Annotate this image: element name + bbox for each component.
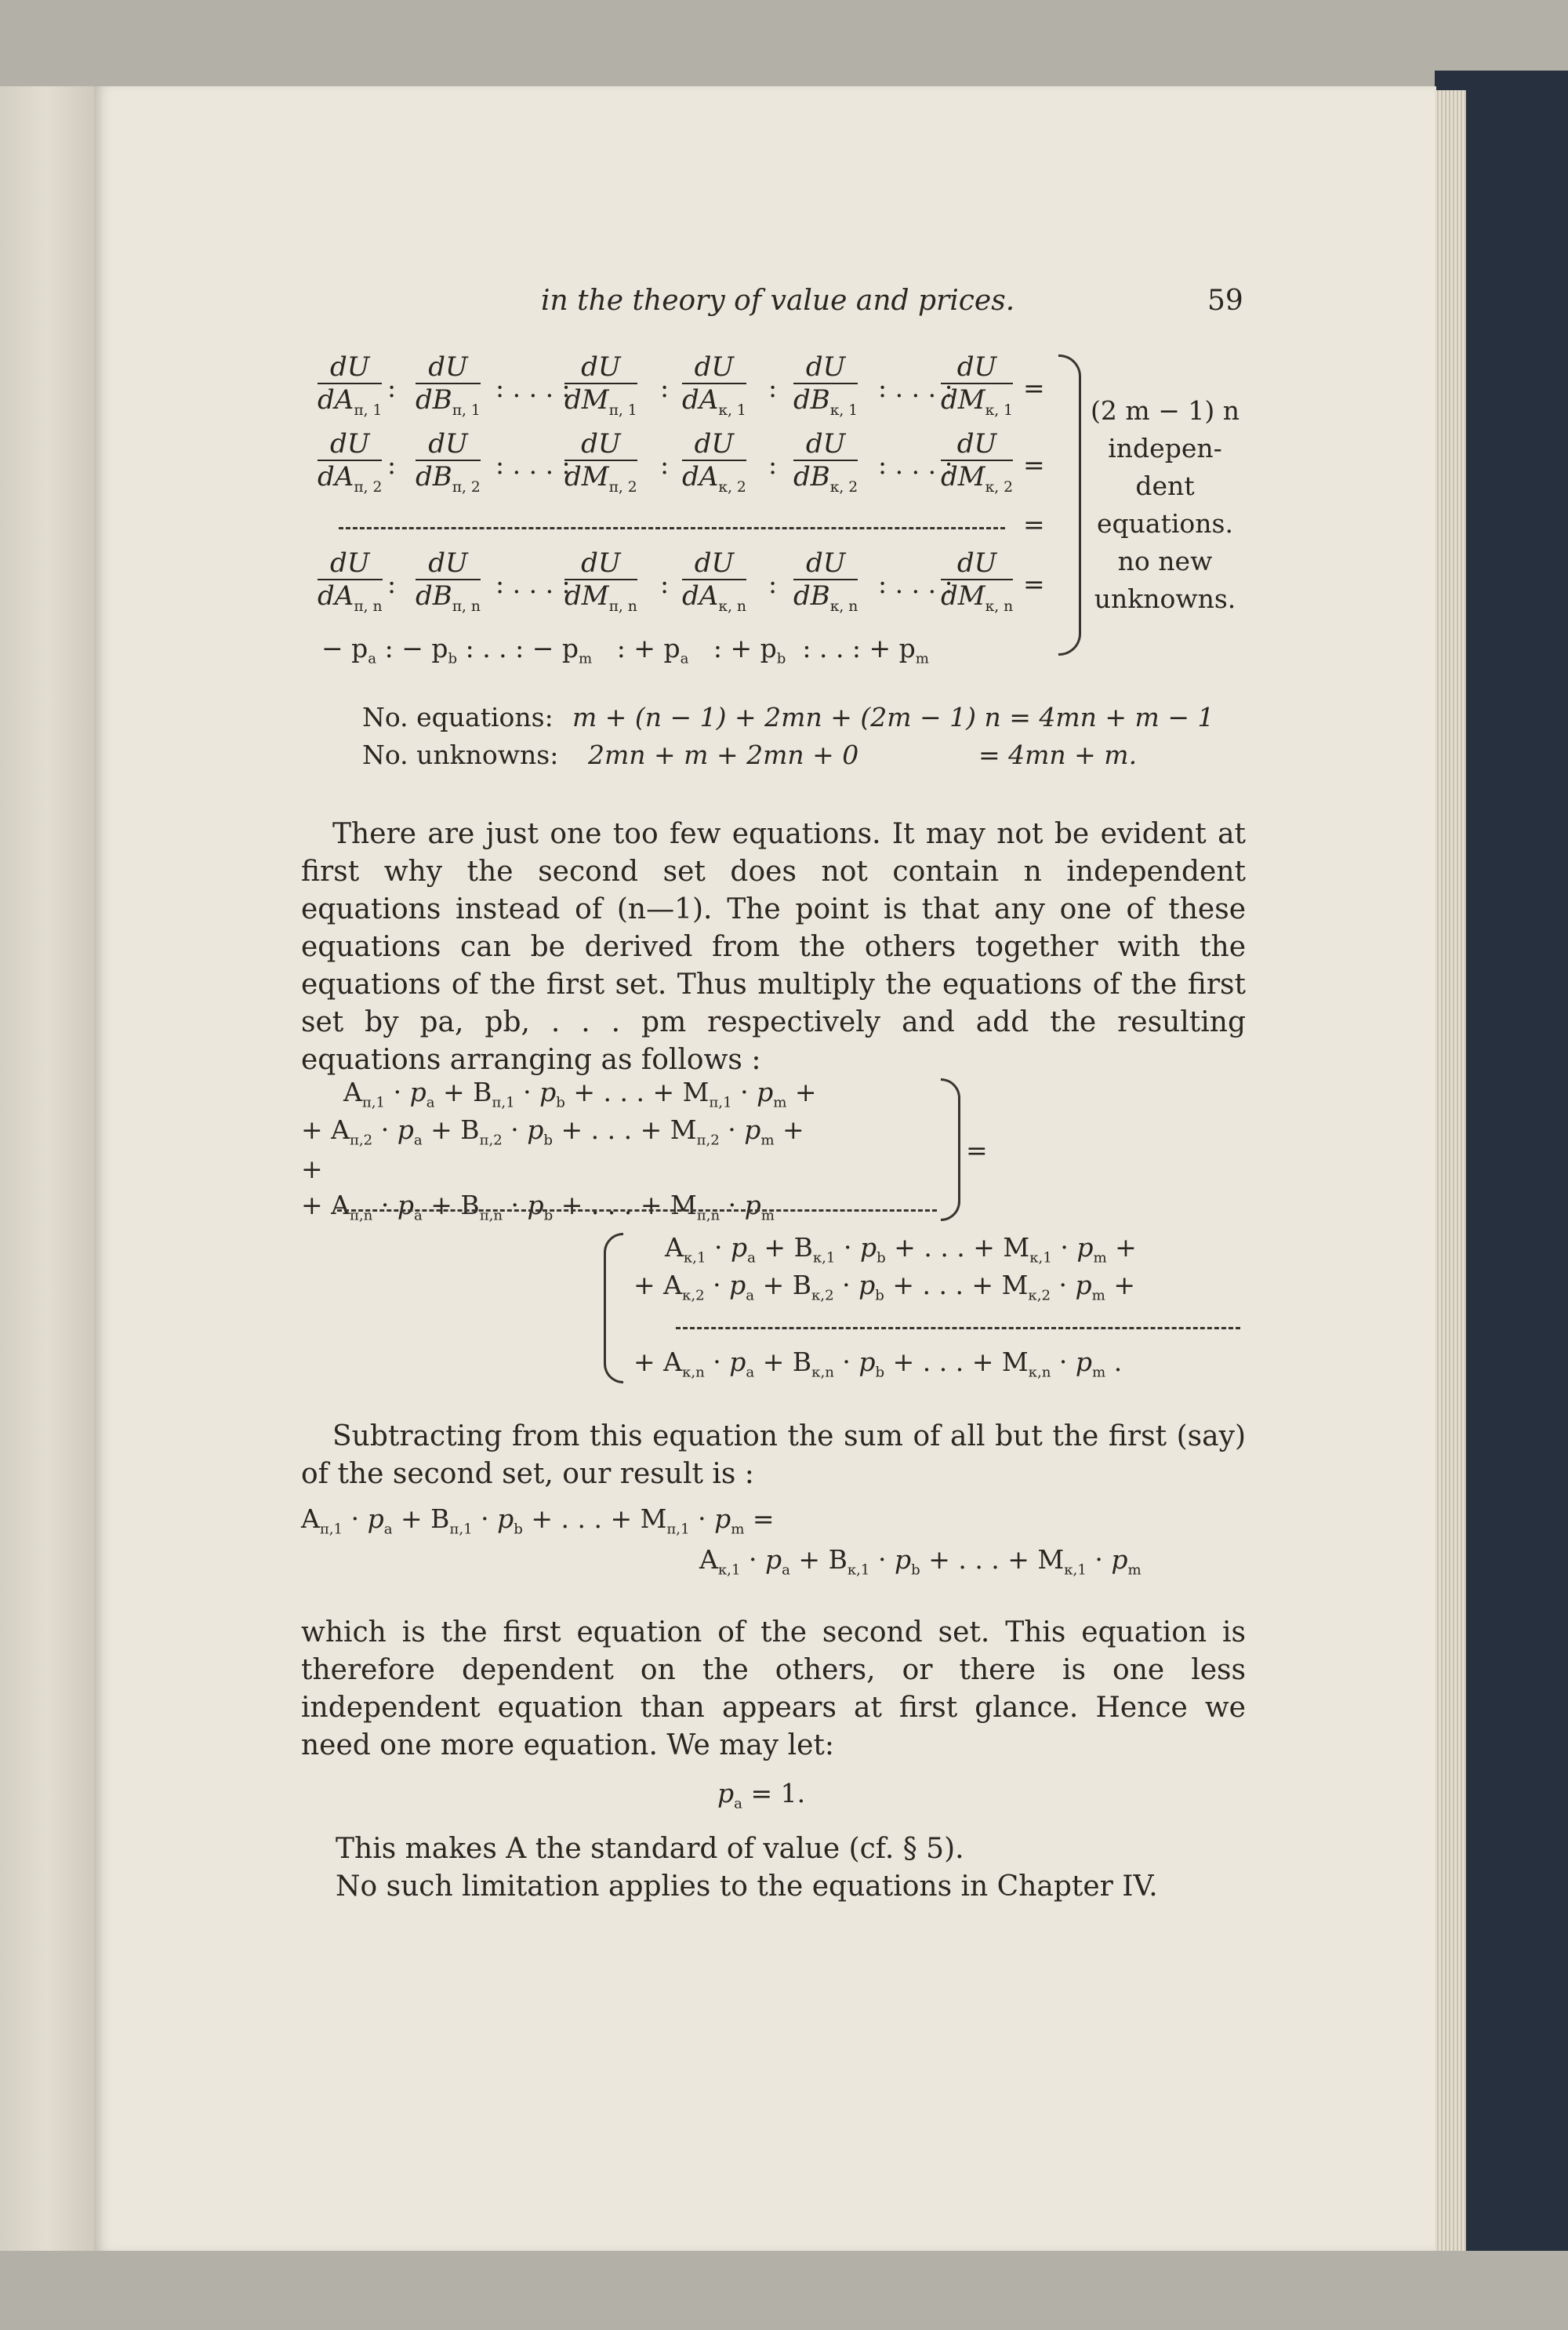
ratio-separator: : . . . : <box>878 569 953 599</box>
second-set-line: $A_{\kappa,1} \cdot p_a + B_{\kappa,1} \cdot p_b$ + . . . + $M_{\kappa,1} \cdot p_m$ + <box>665 1232 1137 1267</box>
left-page-edge <box>0 86 94 2330</box>
ratio-separator: : . . . : <box>495 373 571 403</box>
ratio-separator: : <box>768 569 778 599</box>
ratio-separator: : <box>768 373 778 403</box>
side-note-line: unknowns. <box>1094 583 1236 614</box>
denominator: $dA_{\pi, 1}$ <box>318 384 383 419</box>
fraction <box>682 549 746 623</box>
second-set-line: + $A_{\kappa,n} \cdot p_a + B_{\kappa,n} \cdot p_b$ + . . . + $M_{\kappa,n} \cdot p_m$ . <box>633 1347 1123 1381</box>
ratio-separator: : <box>660 373 670 403</box>
ratio-separator: : <box>387 449 397 480</box>
ratio-separator: : <box>387 373 397 403</box>
paragraph-text: Subtracting from this equation the sum of all but the first (say) of the second set, our result is : <box>301 1420 1246 1490</box>
fraction <box>564 353 637 427</box>
denominator: $dM_{\pi, 1}$ <box>564 384 637 419</box>
first-set-brace <box>941 1078 960 1221</box>
fraction <box>793 430 858 503</box>
ratio-separator: : . . . : <box>495 569 571 599</box>
numerator: dU <box>564 430 637 461</box>
sets-equals: = <box>966 1135 988 1165</box>
numerator: dU <box>682 353 746 384</box>
numerator: dU <box>564 549 637 580</box>
unknowns-count-result: = 4mn + m. <box>978 740 1138 770</box>
running-title: in the theory of value and prices. <box>541 285 1015 317</box>
background-band <box>0 2251 1568 2330</box>
side-note-line: indepen- <box>1108 433 1222 463</box>
numerator: dU <box>416 353 481 384</box>
equations-count-expr: m + (n − 1) + 2mn + (2m − 1) n = 4mn + m − 1 <box>572 702 1214 732</box>
numerator: dU <box>941 353 1013 384</box>
paragraph-explanation <box>301 816 1246 1079</box>
ratio-separator: : <box>387 569 397 599</box>
page-edges <box>1435 90 1466 2251</box>
numerator: dU <box>564 353 637 384</box>
first-set-line: + $A_{\pi,2} \cdot p_a + B_{\pi,2} \cdot p_b$ + . . . + $M_{\pi,2} \cdot p_m$ + <box>301 1114 804 1149</box>
ellipsis-row-equals: = <box>1023 509 1045 540</box>
numerator: dU <box>416 549 481 580</box>
page-number: 59 <box>1207 285 1243 317</box>
first-set-dashes <box>337 1209 937 1212</box>
side-note-line: (2 m − 1) n <box>1091 395 1240 426</box>
denominator: $dM_{\kappa, 1}$ <box>941 384 1014 419</box>
second-set-brace <box>604 1233 623 1383</box>
denominator: $dB_{\kappa, 2}$ <box>793 461 858 496</box>
side-note-line: dent <box>1135 471 1195 501</box>
unknowns-count-label: No. unknowns: <box>362 740 559 770</box>
paragraph-text: There are just one too few equations. It may not be evident at first why the second set does not contain n independent equations instead of (n—1). The point is that any one of these equations can be derived from the others together with the equations of the first set. Thus multiply the equations of the first set by pa, pb, . . . pm respectively and add the resulting equations arranging as follows : <box>301 818 1246 1076</box>
unknowns-count-expr: 2mn + m + 2mn + 0 <box>588 740 859 770</box>
equations-count-label: No. equations: <box>362 702 554 732</box>
row-equals: = <box>1023 449 1045 480</box>
ratio-separator: : . . . : <box>878 449 953 480</box>
first-set-line: + <box>301 1154 323 1184</box>
numerator: dU <box>416 430 481 461</box>
paragraph-dependence <box>301 1614 1246 1765</box>
second-set-line: + $A_{\kappa,2} \cdot p_a + B_{\kappa,2} \cdot p_b$ + . . . + $M_{\kappa,2} \cdot p_m$ + <box>633 1270 1135 1304</box>
pa-equation: $p_a = 1$. <box>717 1778 806 1812</box>
denominator: $dB_{\kappa, n}$ <box>793 580 858 615</box>
denominator: $dM_{\pi, 2}$ <box>564 461 637 496</box>
denominator: $dB_{\pi, 1}$ <box>416 384 481 419</box>
closing-line-2: No such limitation applies to the equations in Chapter IV. <box>336 1870 1158 1903</box>
ratio-separator: : <box>768 449 778 480</box>
ratio-separator: : <box>660 449 670 480</box>
closing-line-1: This makes A the standard of value (cf. § 5). <box>336 1833 964 1865</box>
denominator: $dB_{\pi, 2}$ <box>416 461 481 496</box>
fraction <box>564 430 637 503</box>
first-set-line: + $A_{\pi,n} \cdot p_a + B_{\pi,n} \cdot p_b$ + . . . + $M_{\pi,n} \cdot p_m$ <box>301 1190 775 1224</box>
fraction <box>564 549 637 623</box>
fraction <box>416 430 481 503</box>
row-equals: = <box>1023 373 1045 403</box>
denominator: $dB_{\kappa, 1}$ <box>793 384 858 419</box>
numerator: dU <box>793 549 858 580</box>
fraction <box>318 353 382 427</box>
side-note-line: equations. <box>1097 508 1233 539</box>
numerator: dU <box>941 549 1013 580</box>
denominator: $dA_{\kappa, n}$ <box>682 580 746 615</box>
denominator: $dM_{\kappa, n}$ <box>941 580 1014 615</box>
result-line-1: $A_{\pi,1} \cdot p_a + B_{\pi,1} \cdot p_b$ + . . . + $M_{\pi,1} \cdot p_m$ = <box>301 1503 775 1538</box>
ellipsis-row-dashes <box>339 527 1005 529</box>
denominator: $dM_{\pi, n}$ <box>564 580 637 615</box>
fraction <box>682 430 746 503</box>
denominator: $dA_{\kappa, 1}$ <box>682 384 746 419</box>
fraction <box>793 353 858 427</box>
fraction <box>793 549 858 623</box>
numerator: dU <box>793 353 858 384</box>
denominator: $dA_{\pi, n}$ <box>318 580 383 615</box>
numerator: dU <box>318 549 383 580</box>
numerator: dU <box>318 353 382 384</box>
price-row: − $p_a$ : − $p_b$ : . . : − $p_m$ : + $p_a$ : + $p_b$ : . . : + $p_m$ <box>321 633 929 667</box>
denominator: $dB_{\pi, n}$ <box>416 580 481 615</box>
paragraph-subtracting <box>301 1418 1246 1493</box>
fraction <box>682 353 746 427</box>
row-equals: = <box>1023 569 1045 599</box>
side-note-line: no new <box>1117 546 1213 576</box>
fraction <box>416 353 481 427</box>
result-line-2: $A_{\kappa,1} \cdot p_a + B_{\kappa,1} \cdot p_b$ + . . . + $M_{\kappa,1} \cdot p_m$ <box>699 1544 1142 1579</box>
numerator: dU <box>793 430 858 461</box>
paragraph-text: which is the first equation of the second set. This equation is therefore dependent on the others, or there is one less independent equation than appears at first glance. Hence we need one more equation. We may let: <box>301 1616 1246 1761</box>
denominator: $dA_{\pi, 2}$ <box>318 461 383 496</box>
right-brace <box>1058 354 1081 656</box>
ratio-separator: : . . . : <box>495 449 571 480</box>
ratio-separator: : <box>660 569 670 599</box>
second-set-dashes <box>676 1327 1240 1329</box>
fraction <box>318 430 382 503</box>
numerator: dU <box>682 549 746 580</box>
fraction <box>318 549 383 623</box>
fraction <box>416 549 481 623</box>
first-set-line: $A_{\pi,1} \cdot p_a + B_{\pi,1} \cdot p_b$ + . . . + $M_{\pi,1} \cdot p_m$ + <box>343 1077 817 1111</box>
denominator: $dA_{\kappa, 2}$ <box>682 461 746 496</box>
denominator: $dM_{\kappa, 2}$ <box>941 461 1014 496</box>
ratio-separator: : . . . : <box>878 373 953 403</box>
numerator: dU <box>682 430 746 461</box>
numerator: dU <box>941 430 1013 461</box>
numerator: dU <box>318 430 382 461</box>
